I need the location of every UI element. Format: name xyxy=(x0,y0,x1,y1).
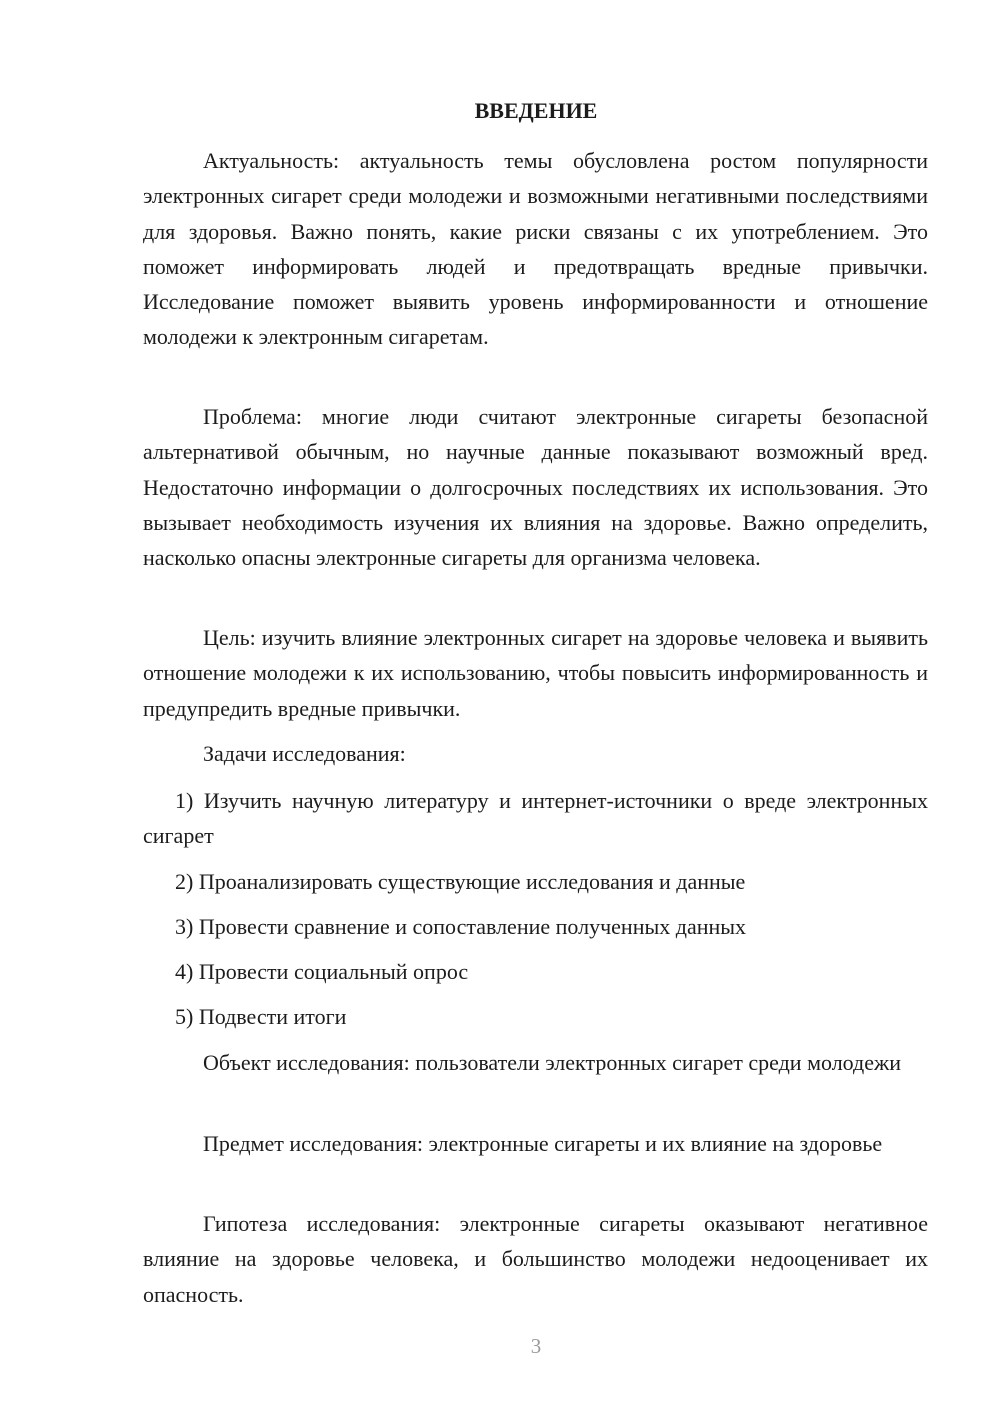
relevance-paragraph: Актуальность: актуальность темы обусловлена ростом популярности электронных сигарет среди молодежи и возможными негативными последствиями для здоровья. Важно понять, какие риски связаны с их употреблением. Это поможет информировать людей и предотвращать вредные привычки. Исследование поможет выявить уровень информированности и отношение молодежи к электронным сигаретам. xyxy=(143,148,928,350)
task-item: 4) Провести социальный опрос xyxy=(175,959,469,984)
object-paragraph: Объект исследования: пользователи электронных сигарет среди молодежи xyxy=(203,1050,901,1075)
task-item: 1) Изучить научную литературу и интернет-источники о вреде электронных сигарет xyxy=(143,788,928,849)
page-number: 3 xyxy=(530,1334,542,1358)
subject-paragraph: Предмет исследования: электронные сигареты и их влияние на здоровье xyxy=(203,1131,883,1156)
problem-paragraph: Проблема: многие люди считают электронные сигареты безопасной альтернативой обычным, но научные данные показывают возможный вред. Недостаточно информации о долгосрочных последствиях их использования. Это вызывает необходимость изучения их влияния на здоровье. Важно определить, насколько опасны электронные сигареты для организма человека. xyxy=(143,404,928,571)
page-title: ВВЕДЕНИЕ xyxy=(474,98,598,123)
hypothesis-paragraph: Гипотеза исследования: электронные сигареты оказывают негативное влияние на здоровье человека, и большинство молодежи недооценивает их опасность. xyxy=(143,1211,928,1307)
goal-paragraph: Цель: изучить влияние электронных сигарет на здоровье человека и выявить отношение молодежи к их использованию, чтобы повысить информированность и предупредить вредные привычки. xyxy=(143,625,928,721)
task-item: 3) Провести сравнение и сопоставление полученных данных xyxy=(175,914,747,939)
task-item: 2) Проанализировать существующие исследования и данные xyxy=(175,869,746,894)
tasks-heading: Задачи исследования: xyxy=(203,741,406,766)
task-item: 5) Подвести итоги xyxy=(175,1004,347,1029)
